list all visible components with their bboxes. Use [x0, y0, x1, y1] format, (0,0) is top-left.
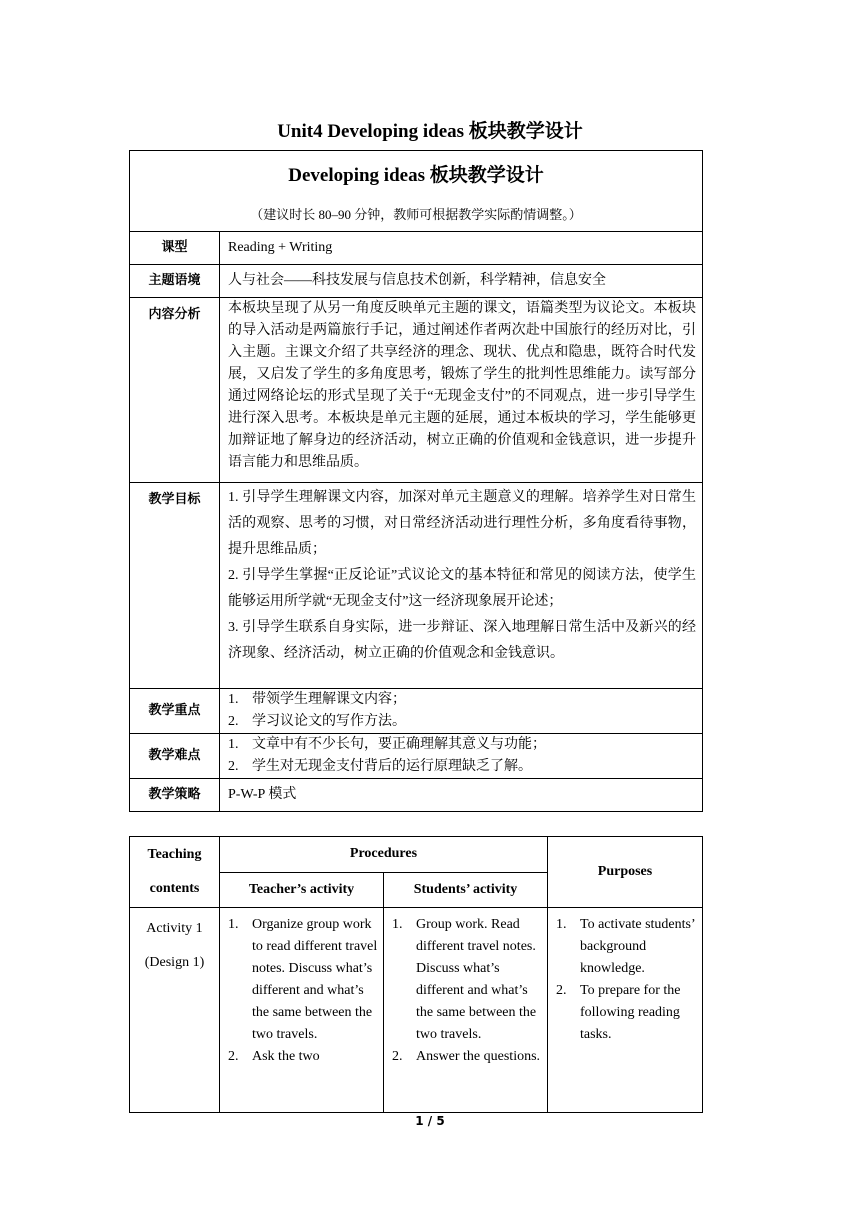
students-activity-header: Students’ activity	[384, 872, 548, 908]
row-label-key-points: 教学重点	[130, 689, 220, 734]
theme-value: 人与社会——科技发展与信息技术创新，科学精神，信息安全	[220, 265, 703, 298]
purpose-item: 1. To activate students’ background knowledge.	[556, 917, 695, 976]
difficulty-item: 2. 学生对无现金支付背后的运行原理缺乏了解。	[228, 759, 532, 774]
key-point-item: 1. 带领学生理解课文内容；	[228, 692, 406, 707]
purpose-item: 2. To prepare for the following reading tasks.	[556, 983, 681, 1042]
objectives-label: 教学目标	[148, 492, 201, 507]
objective-item: 2. 引导学生掌握“正反论证”式议论文的基本特征和常见的阅读方法，使学生能够运用所学就“无现金支付”这一经济现象展开论述；	[228, 568, 696, 609]
header-contents: contents	[149, 881, 200, 896]
difficulties-cell	[220, 734, 703, 779]
row-label-difficulties: 教学难点	[130, 734, 220, 779]
teacher-activity-item: 1. Organize group work to read different travel notes. Discuss what’s different and what’s the same between the two travels.	[228, 917, 378, 1042]
design-label: (Design 1)	[144, 955, 205, 970]
teacher-activity-cell	[220, 908, 384, 1113]
row-label-course-type: 课型	[130, 232, 220, 265]
students-activity-item: 2. Answer the questions.	[392, 1049, 541, 1064]
row-label-theme: 主题语境	[130, 265, 220, 298]
row-label-content-analysis: 内容分析	[130, 298, 220, 483]
procedures-table	[129, 836, 703, 1113]
students-activity-cell	[384, 908, 548, 1113]
objective-item: 1. 引导学生理解课文内容，加深对单元主题意义的理解。培养学生对日常生活的观察、思考的习惯，对日常经济活动进行理性分析，多角度看待事物，提升思维品质；	[228, 490, 696, 557]
students-activity-item: 1. Group work. Read different travel notes. Discuss what’s different and what’s the same between the two travels.	[392, 917, 537, 1042]
strategy-value: P-W-P 模式	[220, 779, 703, 812]
procedures-header: Procedures	[220, 837, 548, 873]
difficulty-item: 1. 文章中有不少长句，要正确理解其意义与功能；	[228, 737, 546, 752]
activity-label: Activity 1	[146, 921, 203, 936]
table-heading: Developing ideas 板块教学设计	[288, 165, 544, 186]
key-points-cell	[220, 689, 703, 734]
document-title: Unit4 Developing ideas 板块教学设计	[277, 121, 583, 142]
teacher-activity-header: Teacher’s activity	[220, 872, 384, 908]
key-point-item: 2. 学习议论文的写作方法。	[228, 714, 406, 729]
course-type-value: Reading + Writing	[220, 232, 703, 265]
teacher-activity-item: 2. Ask the two	[228, 1049, 320, 1064]
activity-cell	[130, 908, 220, 1113]
purposes-header: Purposes	[548, 837, 703, 908]
duration-note: （建议时长 80–90 分钟，教师可根据教学实际酌情调整。）	[250, 207, 582, 222]
content-analysis-value: 本板块呈现了从另一角度反映单元主题的课文，语篇类型为议论文。本板块的导入活动是两篇旅行手记，通过阐述作者两次赴中国旅行的经历对比，引入主题。主课文介绍了共享经济的理念、现状、优点和隐患，既符合时代发展，又启发了学生的多角度思考，锻炼了学生的批判性思维能力。读写部分通过网络论坛的形式呈现了关于“无现金支付”的不同观点，进一步引导学生进行深入思考。本板块是单元主题的延展，通过本板块的学习，学生能够更加辩证地了解身边的经济活动，树立正确的价值观和金钱意识，进一步提升语言能力和思维品质。	[220, 298, 703, 483]
row-label-strategy: 教学策略	[130, 779, 220, 812]
teaching-contents-header	[130, 837, 220, 908]
row-label-objectives	[130, 483, 220, 689]
table-heading-cell	[130, 151, 703, 232]
header-teaching: Teaching	[147, 847, 202, 862]
objectives-cell	[220, 483, 703, 689]
purposes-cell	[548, 908, 703, 1113]
lesson-info-table	[129, 150, 703, 812]
page-number: 1 / 5	[415, 1114, 445, 1128]
objective-item: 3. 引导学生联系自身实际，进一步辩证、深入地理解日常生活中及新兴的经济现象、经济活动，树立正确的价值观念和金钱意识。	[228, 620, 696, 661]
